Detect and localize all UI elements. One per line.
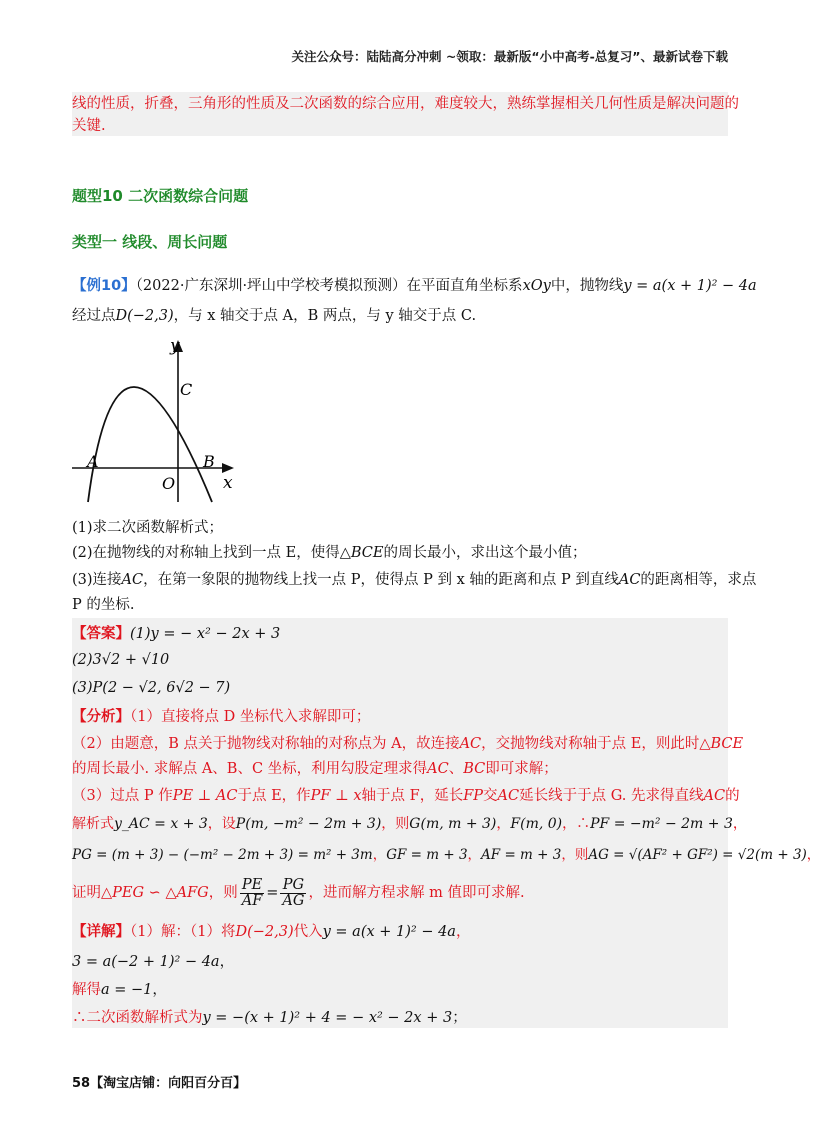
example-line-2 bbox=[72, 306, 476, 326]
analysis-p6b: ，则 bbox=[208, 885, 238, 901]
analysis-p2-ac: AC bbox=[459, 736, 482, 752]
analysis-p3a: （3）过点 P 作 bbox=[72, 788, 173, 804]
detail-line-1 bbox=[72, 922, 470, 942]
fraction-pe-af bbox=[240, 878, 265, 909]
graph-label-c: C bbox=[180, 380, 193, 399]
analysis-p3e: 延长线于于点 G. 先求得直线 bbox=[519, 788, 704, 804]
section-title: 题型10 二次函数综合问题 bbox=[72, 187, 249, 205]
q2-text-a: (2)在抛物线的对称轴上找到一点 E，使得 bbox=[72, 545, 340, 561]
example-mid: 中，抛物线 bbox=[550, 278, 624, 294]
analysis-line-6 bbox=[72, 845, 820, 865]
question-3-cont: P 的坐标. bbox=[72, 597, 135, 613]
analysis-p3d: 交 bbox=[483, 788, 498, 804]
analysis-p3-ac: AC bbox=[497, 788, 520, 804]
analysis-line-1 bbox=[72, 707, 370, 727]
analysis-p2-ac2: AC bbox=[427, 761, 449, 777]
analysis-p2c: 的周长最小. 求解点 A、B、C 坐标，利用勾股定理求得 bbox=[72, 761, 428, 777]
detail-d4a: ∴二次函数解析式为 bbox=[72, 1010, 203, 1026]
detail-d1b: 代入 bbox=[293, 924, 323, 940]
example-line2b: ，与 x 轴交于点 A，B 两点，与 y 轴交于点 C. bbox=[173, 308, 477, 324]
parabola-graph bbox=[70, 334, 240, 506]
answer-3: (3)P(2 − √2, 6√2 − 7) bbox=[72, 680, 231, 696]
example-line-1 bbox=[72, 276, 757, 296]
analysis-line-2 bbox=[72, 734, 743, 754]
question-2 bbox=[72, 543, 587, 563]
analysis-p6a: 证明 bbox=[72, 885, 101, 901]
detail-line-4 bbox=[72, 1008, 467, 1028]
analysis-line-5 bbox=[72, 814, 747, 834]
analysis-p3-pf: PF ⊥ x bbox=[310, 788, 362, 804]
detail-d3a: 解得 bbox=[72, 982, 101, 998]
detail-d1c: ， bbox=[455, 924, 471, 940]
example-equation: y = a(x + 1)² − 4a bbox=[623, 278, 757, 294]
analysis-p3b: 于点 E，作 bbox=[237, 788, 311, 804]
q3-text-c: 的距离相等，求点 bbox=[640, 572, 757, 588]
detail-line-2 bbox=[72, 952, 234, 972]
analysis-p5-af: AF = m + 3 bbox=[481, 847, 562, 863]
analysis-p5c: ，则 bbox=[561, 847, 589, 863]
fraction-equals: = bbox=[266, 885, 279, 901]
detail-tag: 【详解】 bbox=[72, 923, 130, 940]
analysis-p2-bc: BC bbox=[463, 761, 486, 777]
page-footer: 58【淘宝店铺：向阳百分百】 bbox=[72, 1076, 247, 1091]
detail-line-3 bbox=[72, 980, 167, 1000]
fraction-af: AF bbox=[241, 892, 263, 909]
question-1: (1)求二次函数解析式； bbox=[72, 520, 224, 536]
analysis-p2-tri: △BCE bbox=[699, 736, 744, 752]
analysis-p6-sim: △PEG ∽ △AFG bbox=[101, 885, 209, 901]
analysis-line-7 bbox=[72, 876, 525, 910]
analysis-p4c: ，则 bbox=[381, 816, 410, 832]
fraction-pg: PG bbox=[280, 878, 306, 894]
answer-tag: 【答案】 bbox=[72, 625, 130, 642]
analysis-p2e: 即可求解； bbox=[485, 761, 558, 777]
analysis-p5-end: ， bbox=[806, 847, 820, 863]
detail-d1-eq: y = a(x + 1)² − 4a bbox=[322, 924, 456, 940]
parabola-curve bbox=[88, 387, 212, 502]
page-header: 关注公众号：陆陆高分冲刺 ~领取：最新版“小中高考-总复习”、最新试卷下载 bbox=[291, 49, 728, 64]
analysis-p1: （1）直接将点 D 坐标代入求解即可； bbox=[130, 709, 371, 725]
answer-1: (1)y = − x² − 2x + 3 bbox=[130, 626, 281, 642]
section-subtitle: 类型一 线段、周长问题 bbox=[72, 233, 228, 251]
example-point-d: D(−2,3) bbox=[115, 308, 174, 324]
intro-line-1: 线的性质，折叠，三角形的性质及二次函数的综合应用，难度较大，熟练掌握相关几何性质是解决问题的 bbox=[72, 96, 739, 112]
analysis-line-4 bbox=[72, 786, 740, 806]
example-source: （2022·广东深圳·坪山中学校考模拟预测）在平面直角坐标系 bbox=[135, 278, 523, 294]
detail-d4-eq: y = −(x + 1)² + 4 = − x² − 2x + 3 bbox=[202, 1010, 453, 1026]
graph-label-o: O bbox=[162, 474, 176, 493]
graph-label-a: A bbox=[87, 452, 99, 471]
detail-d2-end: ， bbox=[219, 954, 235, 970]
analysis-p5-gf: GF = m + 3 bbox=[386, 847, 468, 863]
question-3 bbox=[72, 570, 756, 590]
analysis-p2b: ，交抛物线对称轴于点 E，则此时 bbox=[481, 736, 700, 752]
detail-d3-eq: a = −1 bbox=[101, 982, 153, 998]
q3-text-a: (3)连接 bbox=[72, 572, 122, 588]
q2-text-b: 的周长最小，求出这个最小值； bbox=[383, 545, 587, 561]
analysis-p4-pf: PF = −m² − 2m + 3 bbox=[590, 816, 733, 832]
analysis-p4d: ， bbox=[496, 816, 511, 832]
analysis-p3-ac2: AC bbox=[703, 788, 726, 804]
example-line2a: 经过点 bbox=[72, 308, 116, 324]
analysis-p4-g: G(m, m + 3) bbox=[409, 816, 497, 832]
answer-line-1 bbox=[72, 624, 280, 644]
q3-text-b: ，在第一象限的抛物线上找一点 P，使得点 P 到 x 轴的距离和点 P 到直线 bbox=[143, 572, 619, 588]
analysis-p4a: 解析式 bbox=[72, 816, 114, 832]
detail-d1-d: D(−2,3) bbox=[235, 924, 294, 940]
analysis-p4-f: F(m, 0) bbox=[510, 816, 563, 832]
analysis-line-3 bbox=[72, 759, 558, 779]
analysis-p3c: 轴于点 F，延长 bbox=[361, 788, 464, 804]
analysis-p3f: 的 bbox=[725, 788, 740, 804]
analysis-p3-pe: PE ⊥ AC bbox=[172, 788, 238, 804]
fraction-pe: PE bbox=[240, 878, 265, 894]
analysis-p4-end: ， bbox=[732, 816, 747, 832]
intro-line-2: 关键. bbox=[72, 118, 106, 134]
example-xoy: xOy bbox=[522, 278, 551, 294]
analysis-p5b: ， bbox=[467, 847, 482, 863]
analysis-p5a: ， bbox=[372, 847, 387, 863]
graph-label-y: y bbox=[170, 336, 180, 356]
analysis-p2a: （2）由题意，B 点关于抛物线对称轴的对称点为 A，故连接 bbox=[72, 736, 460, 752]
example-tag: 【例10】 bbox=[72, 278, 136, 294]
analysis-p4b: ，设 bbox=[207, 816, 236, 832]
analysis-p4e: ，∴ bbox=[562, 816, 591, 832]
detail-d4-end: ； bbox=[452, 1010, 467, 1026]
analysis-p2d: 、 bbox=[448, 761, 464, 777]
analysis-p5-pg: PG = (m + 3) − (−m² − 2m + 3) = m² + 3m bbox=[72, 847, 373, 863]
analysis-p4-yac: y_AC = x + 3 bbox=[114, 816, 208, 832]
q2-triangle: △BCE bbox=[339, 545, 384, 561]
analysis-p6c: ，进而解方程求解 m 值即可求解. bbox=[308, 885, 525, 901]
fraction-pg-ag bbox=[280, 878, 306, 909]
answer-2: (2)3√2 + √10 bbox=[72, 652, 170, 668]
detail-d3-end: ， bbox=[152, 982, 167, 998]
analysis-p5-ag: AG = √(AF² + GF²) = √2(m + 3) bbox=[588, 847, 807, 863]
analysis-tag: 【分析】 bbox=[72, 708, 130, 725]
graph-label-x: x bbox=[223, 473, 233, 493]
fraction-ag: AG bbox=[282, 892, 305, 909]
detail-d2: 3 = a(−2 + 1)² − 4a bbox=[72, 954, 220, 970]
x-axis-arrow bbox=[222, 463, 234, 473]
graph-label-b: B bbox=[203, 452, 215, 471]
analysis-p3-fp: FP bbox=[463, 788, 484, 804]
q3-ac: AC bbox=[121, 572, 144, 588]
detail-d1a: （1）解：（1）将 bbox=[130, 924, 236, 940]
q3-ac-2: AC bbox=[618, 572, 641, 588]
analysis-p4-p: P(m, −m² − 2m + 3) bbox=[235, 816, 382, 832]
